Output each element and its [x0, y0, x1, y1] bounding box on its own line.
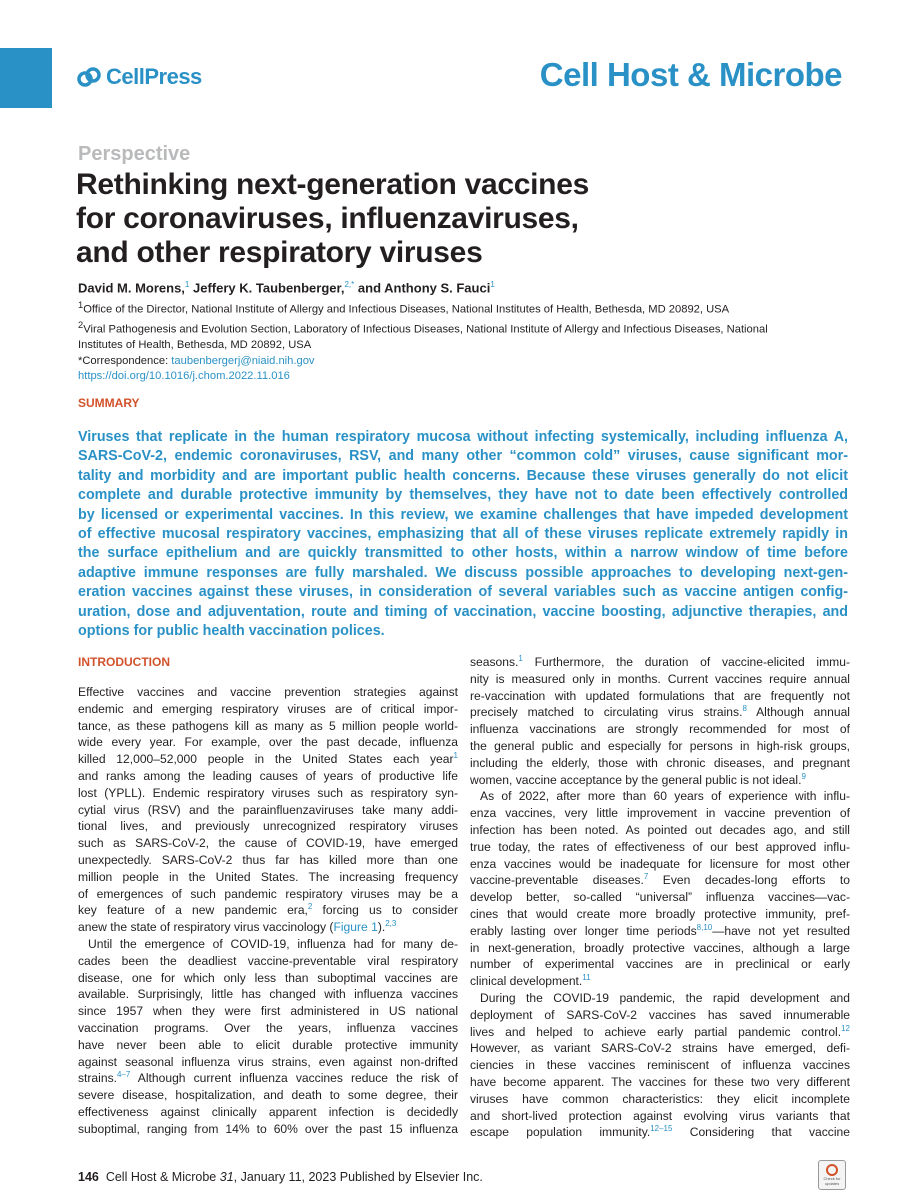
body-line [470, 772, 850, 789]
body-line [470, 1040, 850, 1057]
body-line [78, 936, 458, 953]
author-name[interactable]: Jeffery K. Taubenberger, [193, 280, 345, 296]
body-text: Considering that vaccine [672, 1125, 850, 1140]
correspondence: *Correspondence: taubenbergerj@niaid.nih.gov [78, 354, 315, 367]
title-line: and other respiratory viruses [76, 236, 483, 269]
footer-journal: Cell Host & Microbe [105, 1170, 217, 1184]
body-line [470, 704, 850, 721]
body-text: During the COVID-19 pandemic, the rapid development and [480, 990, 850, 1005]
author-name[interactable]: David M. Morens, [78, 280, 185, 296]
body-text: true today, the rates of effectiveness of our best approved influ- [470, 839, 850, 854]
body-text: Even decades-long efforts to [648, 873, 850, 888]
affiliation-line: $^1$Office of the Director, National Institute of Allergy and Infectious Diseases, National Institutes of Health, Bethesda, MD 20892, USA [78, 300, 730, 316]
body-text: and ranks among the leading causes of years of productive life [78, 768, 458, 783]
body-line [470, 1007, 850, 1024]
body-line [470, 822, 850, 839]
journal-title[interactable]: Cell Host & Microbe [539, 56, 842, 93]
body-text: ). [377, 920, 386, 935]
body-text: As of 2022, after more than 60 years of experience with influ- [480, 789, 850, 804]
body-line [470, 906, 850, 923]
body-text: in next-generation, broadly protective vaccines, although a large [470, 940, 850, 955]
citation-link[interactable]: 1 [453, 751, 458, 761]
body-line [78, 970, 458, 987]
figure-link[interactable]: Figure 1 [333, 920, 378, 935]
summary-heading: SUMMARY [78, 396, 140, 410]
body-text: forcing us to consider [312, 903, 458, 918]
update-check-icon [826, 1164, 838, 1176]
body-text: nity is measured only in months. Current vaccines require annual [470, 671, 850, 686]
body-line [470, 1124, 850, 1141]
body-text: suboptimal, ranging from 14% to 60% over the past 15 influenza [78, 1121, 458, 1136]
citation-link[interactable]: 9 [801, 771, 806, 781]
body-text: lives and helped to achieve early partial pandemic control. [470, 1024, 842, 1039]
body-line [470, 654, 850, 671]
body-text: Effective vaccines and vaccine prevention strategies against [78, 685, 458, 699]
cellpress-logo[interactable] [76, 64, 202, 90]
citation-link[interactable]: 8,10 [696, 922, 713, 932]
body-text: clinical development. [470, 974, 583, 989]
body-text: infection has been noted. As pointed out decades ago, and still [470, 822, 850, 837]
citation-link[interactable]: 7 [643, 872, 649, 882]
body-line [470, 805, 850, 822]
summary-line: the surface epithelium and are quickly transmitted to other hosts, within a narrow window of time before [78, 545, 848, 562]
body-text: women, vaccine acceptance by the general public is not ideal. [470, 772, 802, 787]
body-line [78, 1054, 458, 1071]
body-line [78, 1003, 458, 1020]
body-line [470, 956, 850, 973]
title-line: for coronaviruses, influenzaviruses, [76, 202, 579, 235]
body-line [78, 701, 458, 718]
page-footer [78, 1170, 483, 1184]
body-line [470, 839, 850, 856]
body-text: disease, one for which only less than suboptimal vaccines are [78, 970, 458, 985]
body-text: cades been the deadliest vaccine-preventable viral respiratory [78, 953, 458, 968]
body-line [78, 751, 458, 768]
check-for-updates-badge[interactable] [818, 1160, 846, 1190]
footer-volume: 31 [219, 1170, 234, 1184]
body-text: However, as variant SARS-CoV-2 strains have emerged, defi- [470, 1041, 850, 1056]
summary-line: adaptive immune responses are fully marshaled. We discuss possible approaches to developing next-gen- [78, 564, 848, 581]
citation-link[interactable]: 2,3 [385, 919, 397, 929]
body-line [470, 872, 850, 889]
citation-link[interactable]: 8 [742, 704, 747, 714]
body-line [470, 1091, 850, 1108]
body-text: number of experimental vaccines are in preclinical or early [470, 957, 850, 972]
body-text: Although annual [746, 705, 850, 720]
body-text: killed 12,000–52,000 people in the United States each year [78, 752, 454, 767]
badge-label: Check for updates [823, 1176, 841, 1186]
body-line [78, 1087, 458, 1104]
body-text: precisely matched to circulating virus strains. [470, 705, 743, 720]
body-line [470, 889, 850, 906]
body-line [78, 718, 458, 735]
body-line [78, 785, 458, 802]
body-line [470, 1024, 850, 1041]
body-text: influenza vaccinations are strongly recommended for most of [470, 722, 850, 737]
body-text: available. Surprisingly, little has changed with influenza vaccines [78, 987, 458, 1002]
citation-link[interactable]: 12–15 [650, 1124, 673, 1134]
summary-line: by licensed or experimental vaccines. In this review, we examine challenges that have impeded development [78, 506, 848, 523]
body-text: of emergences of such pandemic respiratory viruses may be a [78, 886, 458, 901]
body-text: cines that would create more broadly protective immunity, pref- [470, 906, 850, 921]
body-text: against seasonal influenza virus strains, even against non-drifted [78, 1054, 458, 1069]
summary-line: options for public health vaccination polices. [78, 623, 385, 640]
body-column-right [470, 654, 850, 1141]
introduction-heading: INTRODUCTION [78, 655, 170, 669]
author-affiliation-mark: 1 [184, 280, 190, 289]
body-text: Furthermore, the duration of vaccine-elicited immu- [522, 655, 850, 669]
body-line [78, 1104, 458, 1121]
body-line [78, 802, 458, 819]
citation-link[interactable]: 11 [582, 973, 591, 983]
body-text: cytial virus (RSV) and the parainfluenzaviruses take many addi- [78, 802, 458, 817]
body-line [470, 688, 850, 705]
body-text: lost (YPLL). Endemic respiratory viruses such as respiratory syn- [78, 785, 458, 800]
body-text: and short-lived protection against evolving virus variants that [470, 1108, 850, 1123]
body-text: vaccine-preventable diseases. [470, 873, 644, 888]
body-line [78, 919, 458, 936]
author-name[interactable]: and Anthony S. Fauci [357, 280, 491, 296]
body-text: seasons. [470, 655, 519, 669]
summary-line: uration, dose and adjuventation, route and timing of vaccination, vaccine boosting, adjunctive therapies, and [78, 603, 848, 620]
body-text: tance, as these pathogens kill as many as 5 million people world- [78, 718, 458, 733]
body-text: ciencies in these vaccines reminiscent of influenza vaccines [470, 1058, 850, 1073]
body-line [470, 1057, 850, 1074]
affiliations [78, 298, 848, 385]
body-line [78, 869, 458, 886]
body-text: re-vaccination with updated formulations that are frequently not [470, 688, 850, 703]
body-text: unexpectedly. SARS-CoV-2 thus far has killed more than one [78, 852, 458, 867]
body-text: including the elderly, those with chronic diseases, and pregnant [470, 755, 850, 770]
body-text: erably lasting over longer time periods [470, 923, 697, 938]
summary-line: tality and morbidity and are important public health concerns. Because these viruses generally do not elicit [78, 467, 848, 484]
body-text: have become apparent. The vaccines for these two very different [470, 1074, 850, 1089]
body-line [78, 1121, 458, 1138]
body-text: the general public and especially for persons in high-risk groups, [470, 738, 850, 753]
body-text: have never been able to elicit durable protective immunity [78, 1037, 458, 1052]
body-line [470, 923, 850, 940]
summary-line: Viruses that replicate in the human respiratory mucosa without infecting systemically, including influenza A, [78, 429, 848, 445]
body-text: viruses have common characteristics: they elicit incomplete [470, 1091, 850, 1106]
summary-line: complete and durable protective immunity by themselves, they have not to date been effectively controlled [78, 487, 848, 504]
article-type: Perspective [78, 143, 191, 165]
body-text: enza vaccines, very little improvement in vaccine prevention of [470, 806, 850, 821]
body-text: Until the emergence of COVID-19, influenza had for many de- [88, 936, 458, 951]
body-line [470, 973, 850, 990]
author-list [78, 280, 495, 295]
header-color-block [0, 48, 52, 108]
body-line [78, 902, 458, 919]
article-title [76, 168, 776, 270]
body-text: enza vaccines would be inadequate for licensure for most other [470, 856, 850, 871]
body-text: Although current influenza vaccines reduce the risk of [130, 1071, 458, 1086]
author-affiliation-mark: 2,* [344, 280, 355, 289]
body-line [78, 886, 458, 903]
citation-link[interactable]: 1 [518, 654, 523, 663]
summary-text [78, 428, 848, 641]
body-text: strains. [78, 1071, 117, 1086]
body-text: deployment of SARS-CoV-2 vaccines has saved innumerable [470, 1007, 850, 1022]
body-line [470, 755, 850, 772]
body-line [78, 852, 458, 869]
body-text: tional lives, and previously unrecognized respiratory viruses [78, 819, 458, 834]
body-line [470, 856, 850, 873]
body-line [470, 721, 850, 738]
body-text: develop better, so-called “universal” influenza vaccines—vac- [470, 890, 850, 905]
body-column-left [78, 684, 458, 1138]
body-line [78, 1020, 458, 1037]
correspondence-email-link[interactable]: taubenbergerj@niaid.nih.gov [171, 354, 315, 367]
body-line [78, 953, 458, 970]
body-text: such as SARS-CoV-2, the cause of COVID-19, have emerged [78, 836, 458, 851]
body-line [78, 818, 458, 835]
doi-link[interactable]: https://doi.org/10.1016/j.chom.2022.11.016 [78, 370, 290, 383]
body-line [470, 671, 850, 688]
body-line [78, 835, 458, 852]
citation-link[interactable]: 12 [841, 1023, 850, 1033]
body-line [78, 734, 458, 751]
body-text: effectiveness against clinically apparent infection is decidedly [78, 1104, 458, 1119]
summary-line: of effective mucosal respiratory vaccines, emphasizing that all of these viruses replicate extremely rapidly in [78, 526, 848, 543]
body-text: vaccination programs. Over the years, influenza vaccines [78, 1020, 458, 1035]
affiliation-line: $^2$Viral Pathogenesis and Evolution Section, Laboratory of Infectious Diseases, National Institute of Allergy and Infectious Diseases, National [78, 320, 768, 336]
body-text: severe disease, hospitalization, and death to some degree, their [78, 1088, 458, 1103]
citation-link[interactable]: 4–7 [116, 1070, 131, 1080]
footer-date-publisher: , January 11, 2023 Published by Elsevier Inc. [233, 1170, 483, 1184]
body-line [78, 986, 458, 1003]
body-text: —have not yet resulted [712, 923, 850, 938]
body-line [470, 788, 850, 805]
body-line [78, 1037, 458, 1054]
body-line [78, 1070, 458, 1087]
cellpress-icon [76, 64, 102, 90]
body-text: million people in the United States. The increasing frequency [78, 869, 458, 884]
citation-link[interactable]: 2 [307, 902, 313, 912]
body-line [470, 1074, 850, 1091]
affiliation-line: Institutes of Health, Bethesda, MD 20892, USA [78, 339, 312, 352]
body-text: since 1957 when they were first administered in US national [78, 1004, 458, 1019]
page-number: 146 [78, 1170, 99, 1184]
body-line [470, 1108, 850, 1125]
body-line [470, 738, 850, 755]
body-text: escape population immunity. [470, 1125, 651, 1140]
title-line: Rethinking next-generation vaccines [76, 168, 589, 201]
body-text: endemic and emerging respiratory viruses are of critical impor- [78, 701, 458, 716]
body-text: anew the state of respiratory virus vaccinology ( [78, 920, 334, 935]
publisher-name: CellPress [106, 64, 202, 89]
body-line [78, 684, 458, 701]
body-text: key feature of a new pandemic era, [78, 903, 308, 918]
summary-line: eration vaccines against these viruses, in consideration of several variables such as vaccine antigen config- [78, 584, 848, 601]
body-line [470, 940, 850, 957]
body-line [470, 990, 850, 1007]
body-text: wide every year. For example, over the past decade, influenza [78, 735, 458, 750]
summary-line: SARS-CoV-2, endemic coronaviruses, RSV, and many other “common cold” viruses, cause significant mor- [78, 448, 848, 465]
author-affiliation-mark: 1 [490, 280, 495, 289]
body-line [78, 768, 458, 785]
